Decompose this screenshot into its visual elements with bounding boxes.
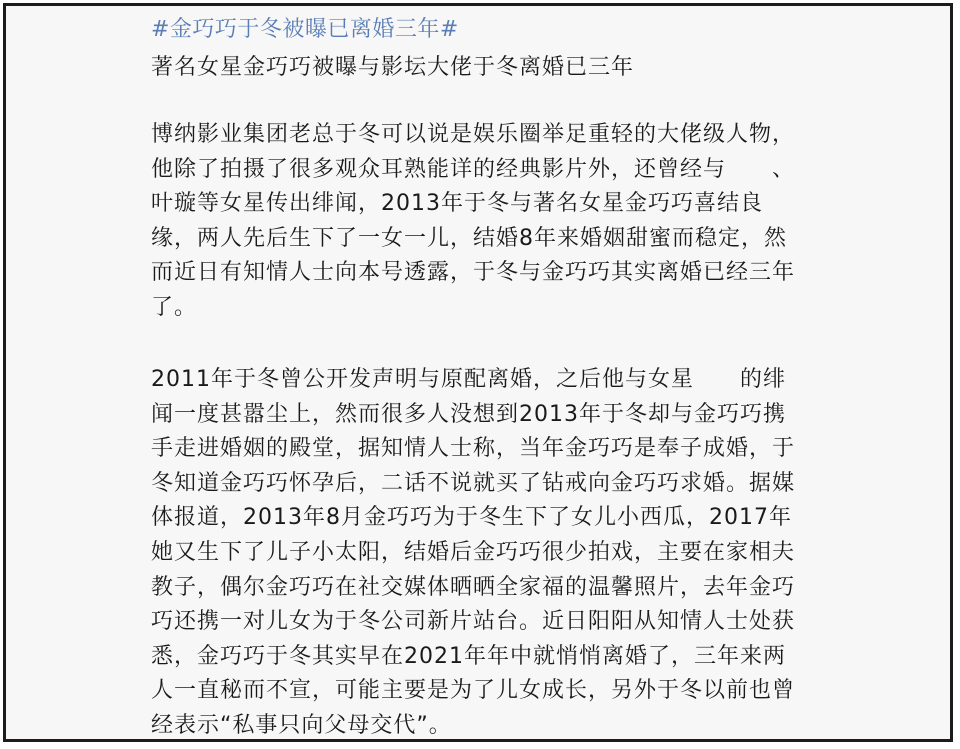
hashtag-topic-link[interactable]: #金巧巧于冬被曝已离婚三年# [151,17,459,42]
paragraph-line: 他除了拍摄了很多观众耳熟能详的经典影片外，还曾经与 、 [151,156,796,182]
paragraph-line: 了。 [151,294,198,320]
paragraph-line: 体报道，2013年8月金巧巧为于冬生下了女儿小西瓜，2017年 [151,505,792,531]
paragraph-line: 缘，两人先后生下了一女一儿，结婚8年来婚姻甜蜜而稳定，然 [151,225,787,251]
paragraph-line: 闻一度甚嚣尘上，然而很多人没想到2013年于冬却与金巧巧携 [151,401,786,427]
paragraph-line: 博纳影业集团老总于冬可以说是娱乐圈举足重轻的大佬级人物， [151,122,796,147]
paragraph-line: 手走进婚姻的殿堂，据知情人士称，当年金巧巧是奉子成婚，于 [151,436,796,462]
paragraph-1 [151,118,831,326]
article-headline: 著名女星金巧巧被曝与影坛大佬于冬离婚已三年 [151,55,635,80]
paragraph-2 [151,363,831,744]
paragraph-line: 巧还携一对儿女为于冬公司新片站台。近日阳阳从知情人士处获 [151,609,796,635]
paragraph-line: 而近日有知情人士向本号透露，于冬与金巧巧其实离婚已经三年 [151,260,796,286]
paragraph-line: 教子，偶尔金巧巧在社交媒体晒晒全家福的温馨照片，去年金巧 [151,574,796,600]
paragraph-line: 叶璇等女星传出绯闻，2013年于冬与著名女星金巧巧喜结良 [151,191,763,217]
article-screenshot-frame [3,3,953,742]
paragraph-line: 人一直秘而不宣，可能主要是为了儿女成长，另外于冬以前也曾 [151,678,796,704]
paragraph-line: 她又生下了儿子小太阳，结婚后金巧巧很少拍戏，主要在家相夫 [151,539,796,565]
paragraph-line: 2011年于冬曾公开发声明与原配离婚，之后他与女星 的绯 [151,367,786,392]
paragraph-line: 悉，金巧巧于冬其实早在2021年年中就悄悄离婚了，三年来两 [151,643,786,669]
paragraph-line: 冬知道金巧巧怀孕后，二话不说就买了钻戒向金巧巧求婚。据媒 [151,470,796,496]
paragraph-line: 经表示“私事只向父母交代”。 [151,712,452,738]
